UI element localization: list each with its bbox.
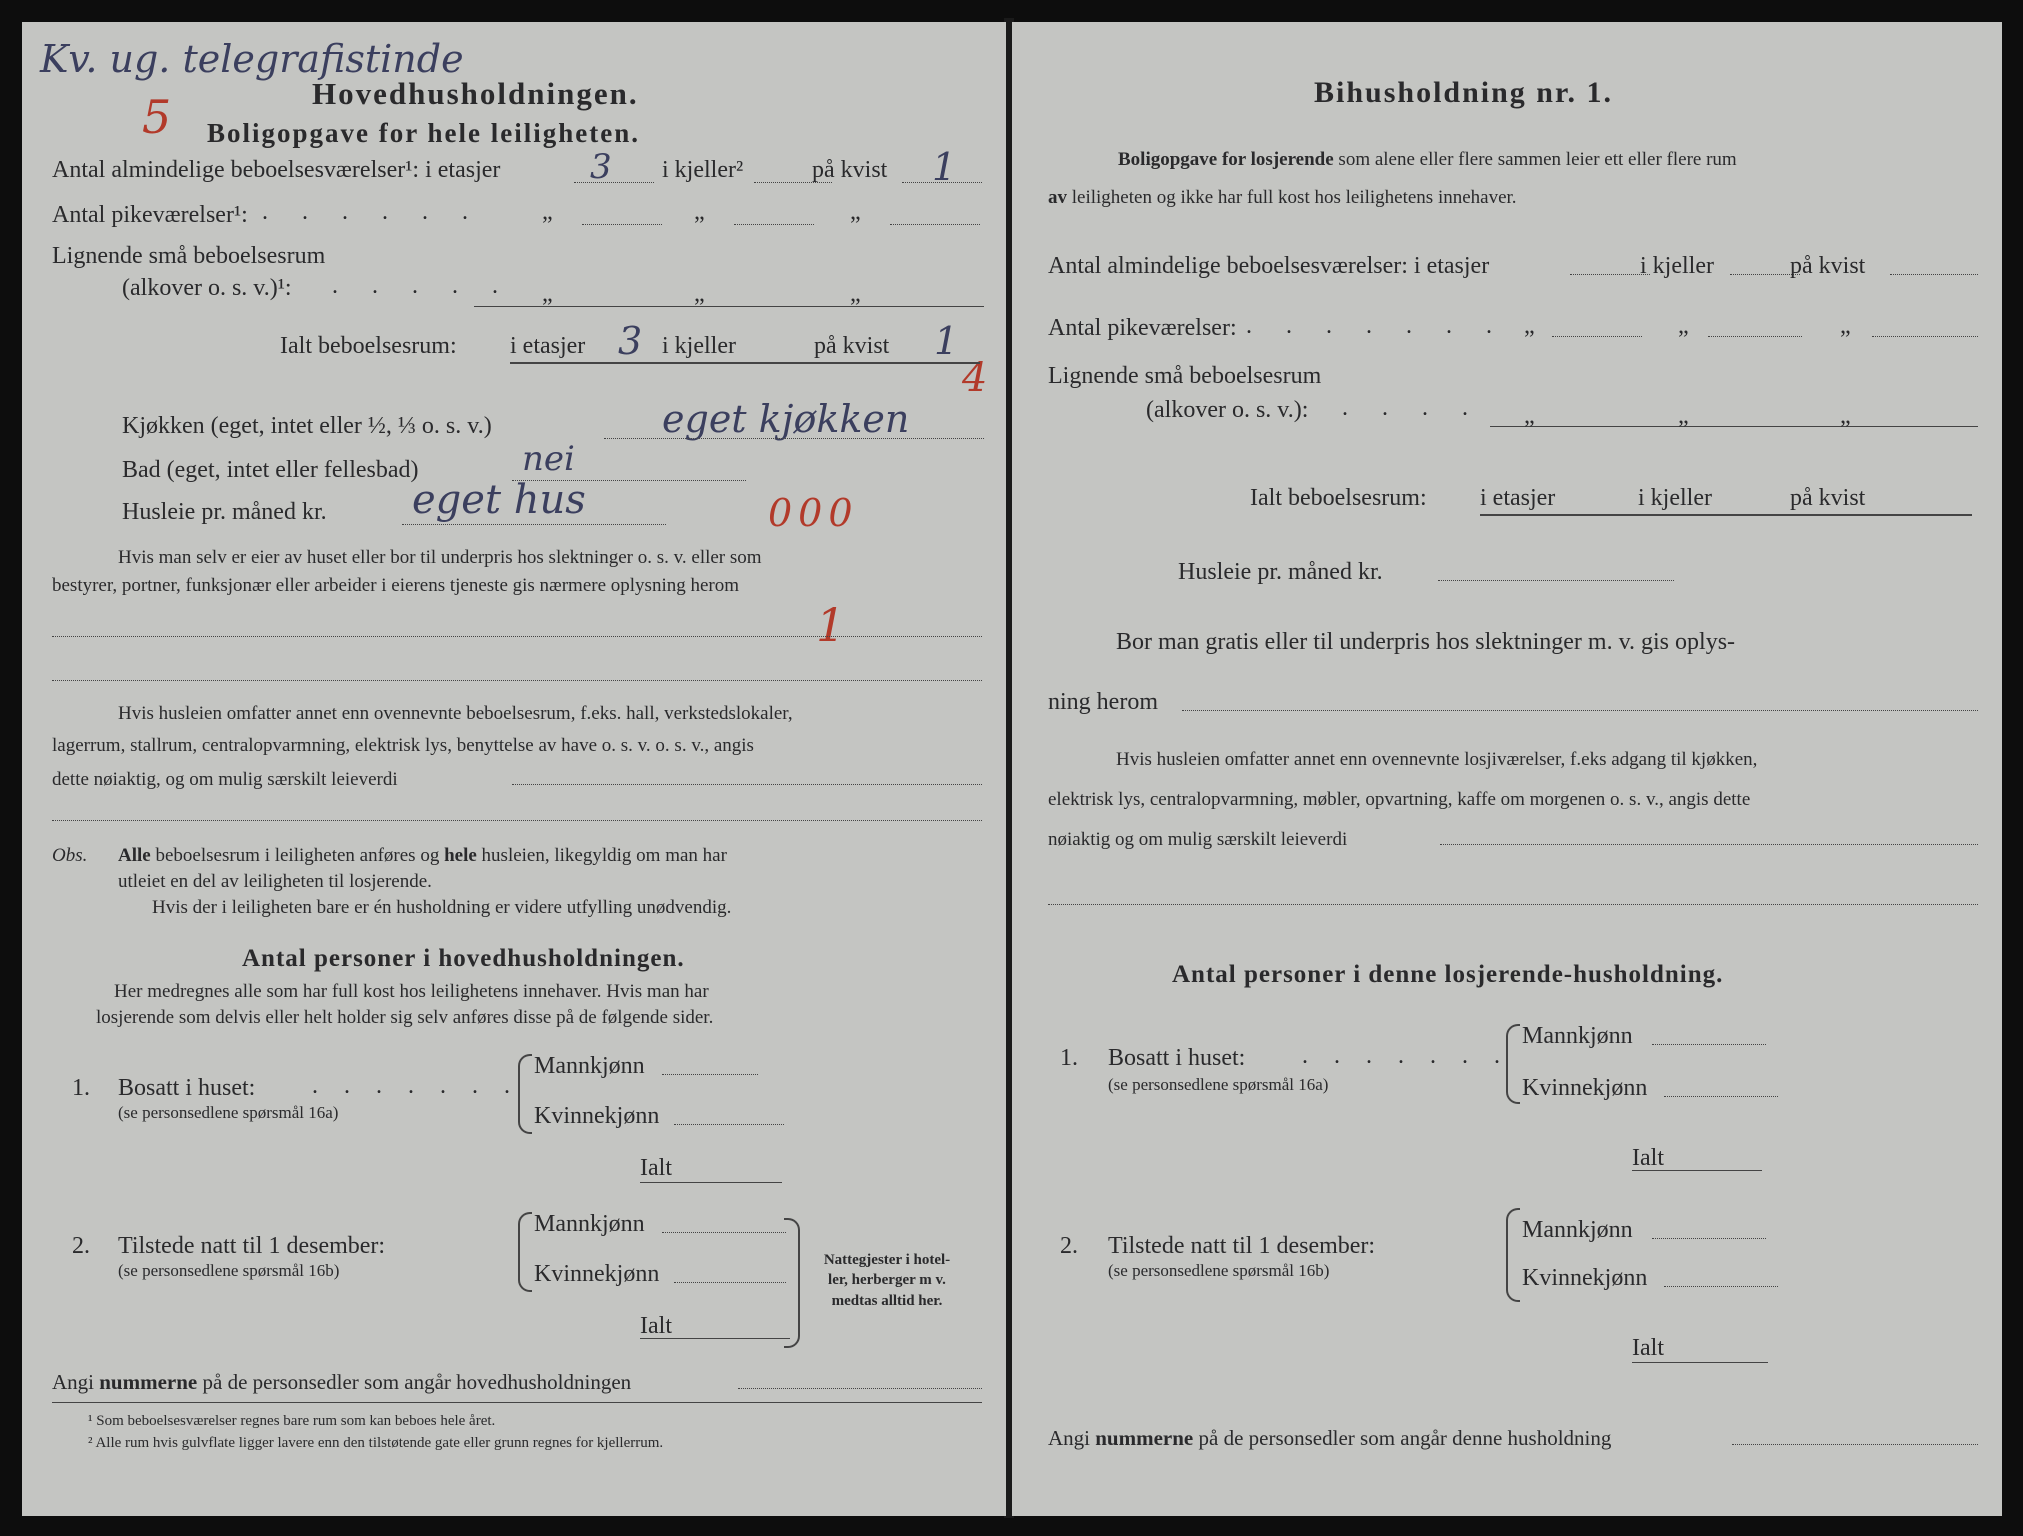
r-ialt-kjeller-label: i kjeller [1638,485,1712,511]
angi-text-a: Angi [52,1370,94,1394]
r-gratis-text-2: ning herom [1048,689,1158,715]
q2-number: 2. [72,1233,90,1259]
q1-label: Bosatt i huset: [118,1075,256,1101]
ialt-beboelsesrum-label: Ialt beboelsesrum: [280,333,457,359]
r-q2-mannkjonn: Mannkjønn [1522,1217,1633,1243]
r-q2-number: 2. [1060,1233,1078,1259]
q2-kvinnekjonn: Kvinnekjønn [534,1261,660,1287]
omfatter-text-3: dette nøiaktig, og om mulig særskilt leieverdi [52,769,398,790]
ialt-kjeller-label: i kjeller [662,333,736,359]
r-q2-ialt: Ialt [1632,1335,1664,1361]
r-kvist-label: på kvist [1790,253,1866,279]
omfatter-text-1: Hvis husleien omfatter annet enn ovennevnte beboelsesrum, f.eks. hall, verkstedslokaler, [118,703,793,724]
right-page: Bihusholdning nr. 1. Boligopgave for losjerende som alene eller flere sammen leier ett eller flere rum av leiligheten og ikke har full kost hos leilighetens innehaver. Antal almindelige beboelsesværelser: i etasjer i kjeller på kvist Antal pikeværelser: . . . . . . . „ „ „ Lignende små beboelsesrum (alkover o. s. v.): . . . . „ „ „ Ialt beboelsesrum: i etasjer i kjeller på kvist Husleie pr. måned kr. Bor man gratis eller til underpris hos slektninger m. v. gis oplys- ning herom Hvis husleien omfatter annet enn ovennevnte losjiværelser, f.eks adgang til kjøkken, elektrisk lys, centralopvarmning, møbler, opvartning, kaffe om morgenen o. s. v., angis dette nøiaktig og om mulig særskilt leieverdi Antal personer i denne losjerende-husholdning. 1. Bosatt i huset: . . . . . . . (se personsedlene spørsmål 16a) Mannkjønn Kvinnekjønn Ialt 2. Tilstede natt til 1 desember: (se personsedlene spørsmål 16b) Mannkjønn Kvinnekjønn Ialt Angi nummerne på de personsedler som angår denne husholdning [1012,22,2002,1516]
antal-personer-title: Antal personer i hovedhusholdningen. [242,945,685,972]
bad-label: Bad (eget, intet eller fellesbad) [122,457,419,483]
r-omfatter-text-3: nøiaktig og om mulig særskilt leieverdi [1048,829,1348,850]
r-omfatter-text-2: elektrisk lys, centralopvarmning, møbler, opvartning, kaffe om morgenen o. s. v., angis dette [1048,789,1751,810]
eier-text-2: bestyrer, portner, funksjonær eller arbeider i eierens tjeneste gis nærmere oplysning herom [52,575,740,596]
ialt-kvist-value: 1 [934,319,959,363]
r-q1-number: 1. [1060,1045,1078,1071]
r-q2-label: Tilstede natt til 1 desember: [1108,1233,1376,1259]
husleie-value: eget hus [412,477,586,523]
eier-text-1: Hvis man selv er eier av huset eller bor til underpris hos slektninger o. s. v. eller som [118,547,762,568]
husleie-label: Husleie pr. måned kr. [122,499,327,525]
left-page: Kv. ug. telegrafistinde 5 Hovedhusholdningen. Boligopgave for hele leiligheten. Antal almindelige beboelsesværelser¹: i etasjer 3 i kjeller² på kvist 1 Antal pikeværelser¹: . . . . . . „ „ „ Lignende små beboelsesrum (alkover o. s. v.)¹: . . . . . „ „ „ Ialt beboelsesrum: i etasjer 3 i kjeller på kvist 1 4 Kjøkken (eget, intet eller ½, ⅓ o. s. v.) eget kjøkken Bad (eget, intet eller fellesbad) nei Husleie pr. måned kr. eget hus 000 Hvis man selv er eier av huset eller bor til underpris hos slektninger o. s. v. eller som bestyrer, portner, funksjonær eller arbeider i eierens tjeneste gis nærmere oplysning herom 1 Hvis husleien omfatter annet enn ovennevnte beboelsesrum, f.eks. hall, verkstedslokaler, lagerrum, stallrum, centralopvarmning, elektrisk lys, benyttelse av have o. s. v. o. s. v., angis dette nøiaktig, og om mulig særskilt leieverdi Obs. Alle beboelsesrum i leiligheten anføres og hele husleien, likegyldig om man har utleiet en del av leiligheten til losjerende. Hvis der i leiligheten bare er én husholdning er videre utfylling unødvendig. Antal personer i hovedhusholdningen. Her medregnes alle som har full kost hos leilighetens innehaver. Hvis man har losjerende som delvis eller helt holder sig selv anføres disse på de følgende sider. 1. Bosatt i huset: . . . . . . . (se personsedlene spørsmål 16a) Mannkjønn Kvinnekjønn Ialt 2. Tilstede natt til 1 desember: (se personsedlene spørsmål 16b) Mannkjønn Kvinnekjønn Ialt Nattegjester i hotel- ler, herberger m v. medtas alltid her. Angi nummerne på de personsedler som angår hovedhusholdningen ¹ Som beboelsesværelser regnes bare rum som kan beboes hele året. ² Alle rum hvis gulvflate ligger lavere enn den tilstøtende gate eller grunn regnes for kjellerrum. [22,22,1006,1516]
footnote-1: Som beboelsesværelser regnes bare rum som kan beboes hele året. [96,1413,496,1429]
q1-sub: (se personsedlene spørsmål 16a) [118,1103,339,1122]
footnote-2-number: ² [88,1435,93,1451]
ialt-etasjer-value: 3 [618,319,643,363]
page-subtitle: Boligopgave for hele leiligheten. [207,118,640,148]
obs-text-1b: beboelsesrum i leiligheten anføres og [155,845,440,866]
r-q1-kvinnekjonn: Kvinnekjønn [1522,1075,1648,1101]
q2-ialt: Ialt [640,1313,672,1339]
eier-red-mark: 1 [816,598,846,652]
r-ialt-kvist-label: på kvist [1790,485,1866,511]
q1-ialt: Ialt [640,1155,672,1181]
ialt-total-value: 4 [962,355,988,401]
q1-number: 1. [72,1075,90,1101]
nattegjester-note: Nattegjester i hotel- ler, herberger m v. medtas alltid her. [823,1252,951,1309]
antal-personer-sub-2: losjerende som delvis eller helt holder sig selv anføres disse på de følgende sider. [96,1007,714,1028]
r-husleie-label: Husleie pr. måned kr. [1178,559,1383,585]
ialt-kvist-label: på kvist [814,333,890,359]
antal-personer-sub-1: Her medregnes alle som har full kost hos leilighetens innehaver. Hvis man har [114,981,709,1002]
q2-mannkjonn: Mannkjønn [534,1211,645,1237]
bihusholdning-title: Bihusholdning nr. 1. [1314,76,1614,109]
row-lignende-label-a: Lignende små beboelsesrum [52,243,326,269]
r-angi-text-a: Angi [1048,1426,1090,1450]
kjokken-value: eget kjøkken [662,397,910,441]
intro-text-1: som alene eller flere sammen leier ett eller flere rum [1338,149,1737,170]
obs-text-3: Hvis der i leiligheten bare er én husholdning er videre utfylling unødvendig. [152,897,732,918]
footnote-2: Alle rum hvis gulvflate ligger lavere enn den tilstøtende gate eller grunn regnes for kjellerrum. [95,1435,664,1451]
kvist-label: på kvist [812,157,888,183]
intro-text-2: leiligheten og ikke har full kost hos leilighetens innehaver. [1071,187,1517,208]
kvist-value: 1 [932,145,957,189]
q2-label: Tilstede natt til 1 desember: [118,1233,386,1259]
angi-nummerne: nummerne [99,1370,198,1394]
r-ialt-etasjer-label: i etasjer [1480,485,1556,511]
r-q2-sub: (se personsedlene spørsmål 16b) [1108,1261,1330,1280]
r-omfatter-text-1: Hvis husleien omfatter annet enn ovennevnte losjiværelser, f.eks adgang til kjøkken, [1116,749,1758,770]
q1-kvinnekjonn: Kvinnekjønn [534,1103,660,1129]
obs-label: Obs. [52,845,88,866]
footnote-1-number: ¹ [88,1413,93,1429]
obs-text-2: utleiet en del av leiligheten til losjerende. [118,871,432,892]
row-lignende-label-b: (alkover o. s. v.)¹: [122,275,292,301]
r-kjeller-label: i kjeller [1640,253,1714,279]
r-row-pikevaerelser-label: Antal pikeværelser: [1048,315,1237,341]
obs-alle: Alle [118,845,151,866]
kjokken-label: Kjøkken (eget, intet eller ½, ⅓ o. s. v.) [122,413,492,439]
q1-mannkjonn: Mannkjønn [534,1053,645,1079]
bad-value: nei [522,439,575,479]
etasjer-value: 3 [590,147,612,187]
r-q1-label: Bosatt i huset: [1108,1045,1246,1071]
handwritten-number: 5 [142,90,172,144]
page-title: Hovedhusholdningen. [312,76,639,111]
r-antal-personer-title: Antal personer i denne losjerende-husholdning. [1172,961,1724,988]
r-angi-text-c: på de personsedler som angår denne husholdning [1198,1426,1612,1450]
r-q1-ialt: Ialt [1632,1145,1664,1171]
omfatter-text-2: lagerrum, stallrum, centralopvarmning, elektrisk lys, benyttelse av have o. s. v. o. s. v., angis [52,735,754,756]
intro-bold: Boligopgave for losjerende [1118,149,1334,170]
row-beboelsesvaerelser-label: Antal almindelige beboelsesværelser¹: i etasjer [52,157,501,183]
obs-text-1d: husleien, likegyldig om man har [481,845,727,866]
r-angi-nummerne: nummerne [1095,1426,1194,1450]
husleie-red-mark: 000 [768,491,859,535]
r-row-beboelsesvaerelser-label: Antal almindelige beboelsesværelser: i etasjer [1048,253,1490,279]
kjeller-label: i kjeller² [662,157,744,183]
angi-text-c: på de personsedler som angår hovedhusholdningen [202,1370,632,1394]
r-row-lignende-label-a: Lignende små beboelsesrum [1048,363,1322,389]
q2-sub: (se personsedlene spørsmål 16b) [118,1261,340,1280]
r-row-lignende-label-b: (alkover o. s. v.): [1146,397,1309,423]
r-ialt-beboelsesrum-label: Ialt beboelsesrum: [1250,485,1427,511]
ialt-etasjer-label: i etasjer [510,333,586,359]
r-q1-mannkjonn: Mannkjønn [1522,1023,1633,1049]
r-q1-sub: (se personsedlene spørsmål 16a) [1108,1075,1329,1094]
r-gratis-text-1: Bor man gratis eller til underpris hos slektninger m. v. gis oplys- [1116,629,1736,655]
row-pikevaerelser-label: Antal pikeværelser¹: [52,202,248,228]
handwritten-header: Kv. ug. telegrafistinde [40,37,464,81]
obs-hele: hele [444,845,477,866]
r-q2-kvinnekjonn: Kvinnekjønn [1522,1265,1648,1291]
intro-av: av [1048,187,1067,208]
